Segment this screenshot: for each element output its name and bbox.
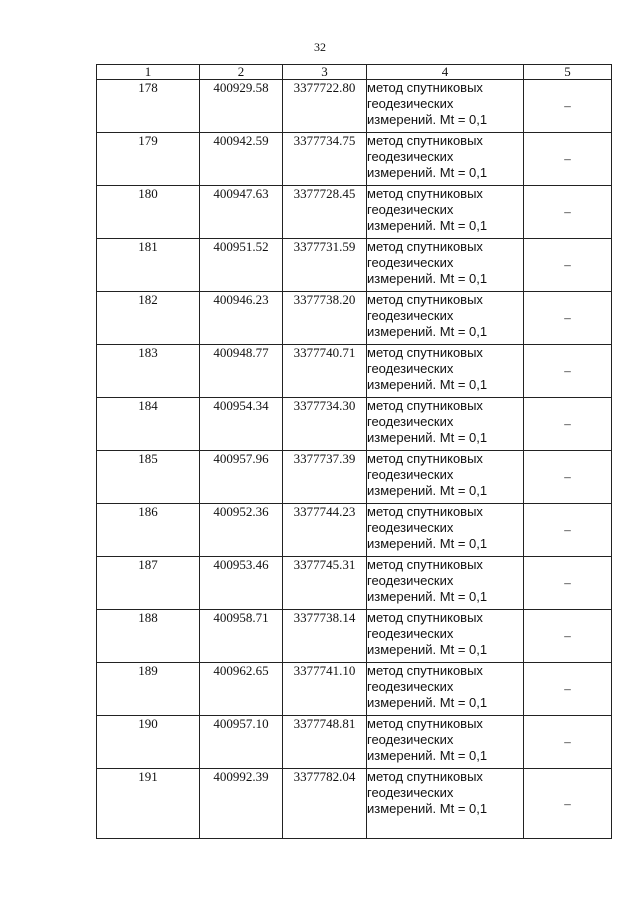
y-coordinate-cell: 3377738.20 — [283, 292, 367, 345]
method-text-line: метод спутниковых — [367, 557, 483, 572]
note-cell: – — [524, 504, 612, 557]
method-text-line: геодезических — [367, 255, 454, 270]
note-cell: – — [524, 610, 612, 663]
method-cell — [367, 292, 524, 345]
x-coordinate-cell: 400946.23 — [200, 292, 283, 345]
note-cell: – — [524, 292, 612, 345]
method-text-line: геодезических — [367, 785, 454, 800]
method-cell — [367, 239, 524, 292]
method-text-line: геодезических — [367, 361, 454, 376]
point-number-cell: 191 — [97, 769, 200, 839]
point-number-cell: 190 — [97, 716, 200, 769]
method-text-line: метод спутниковых — [367, 663, 483, 678]
method-text-line: геодезических — [367, 573, 454, 588]
y-coordinate-cell: 3377782.04 — [283, 769, 367, 839]
point-number-cell: 185 — [97, 451, 200, 504]
method-cell — [367, 186, 524, 239]
method-text-line: геодезических — [367, 467, 454, 482]
method-text-line: метод спутниковых — [367, 186, 483, 201]
method-text-line: метод спутниковых — [367, 769, 483, 784]
note-cell: – — [524, 451, 612, 504]
point-number-cell: 189 — [97, 663, 200, 716]
method-text-line: геодезических — [367, 626, 454, 641]
method-text-line: геодезических — [367, 96, 454, 111]
table-row — [97, 557, 612, 610]
point-number-cell: 184 — [97, 398, 200, 451]
table-row — [97, 239, 612, 292]
method-text-line: метод спутниковых — [367, 451, 483, 466]
x-coordinate-cell: 400953.46 — [200, 557, 283, 610]
method-text-line: геодезических — [367, 414, 454, 429]
note-cell: – — [524, 133, 612, 186]
method-text-line: измерений. Mt = 0,1 — [367, 165, 488, 180]
y-coordinate-cell: 3377738.14 — [283, 610, 367, 663]
coordinates-table — [96, 64, 612, 839]
y-coordinate-cell: 3377734.30 — [283, 398, 367, 451]
method-text-line: измерений. Mt = 0,1 — [367, 218, 488, 233]
method-text-line: метод спутниковых — [367, 80, 483, 95]
page-number: 32 — [314, 40, 326, 54]
note-cell: – — [524, 239, 612, 292]
column-header: 2 — [200, 65, 283, 80]
note-cell: – — [524, 663, 612, 716]
method-text-line: геодезических — [367, 679, 454, 694]
column-header: 5 — [524, 65, 612, 80]
method-cell — [367, 663, 524, 716]
table-row — [97, 398, 612, 451]
point-number-cell: 182 — [97, 292, 200, 345]
x-coordinate-cell: 400929.58 — [200, 80, 283, 133]
method-cell — [367, 451, 524, 504]
table-row — [97, 769, 612, 839]
point-number-cell: 183 — [97, 345, 200, 398]
method-cell — [367, 557, 524, 610]
method-text-line: геодезических — [367, 520, 454, 535]
y-coordinate-cell: 3377745.31 — [283, 557, 367, 610]
method-text-line: измерений. Mt = 0,1 — [367, 271, 488, 286]
method-text-line: измерений. Mt = 0,1 — [367, 589, 488, 604]
method-text-line: измерений. Mt = 0,1 — [367, 536, 488, 551]
method-text-line: геодезических — [367, 732, 454, 747]
table-row — [97, 292, 612, 345]
method-text-line: измерений. Mt = 0,1 — [367, 748, 488, 763]
table-row — [97, 716, 612, 769]
point-number-cell: 179 — [97, 133, 200, 186]
method-cell — [367, 716, 524, 769]
table-row — [97, 451, 612, 504]
method-text-line: метод спутниковых — [367, 345, 483, 360]
table-header-row — [97, 65, 612, 80]
point-number-cell: 188 — [97, 610, 200, 663]
x-coordinate-cell: 400947.63 — [200, 186, 283, 239]
point-number-cell: 178 — [97, 80, 200, 133]
method-text-line: геодезических — [367, 308, 454, 323]
method-text-line: метод спутниковых — [367, 133, 483, 148]
method-text-line: измерений. Mt = 0,1 — [367, 112, 488, 127]
y-coordinate-cell: 3377722.80 — [283, 80, 367, 133]
y-coordinate-cell: 3377748.81 — [283, 716, 367, 769]
x-coordinate-cell: 400942.59 — [200, 133, 283, 186]
column-header: 1 — [97, 65, 200, 80]
method-text-line: измерений. Mt = 0,1 — [367, 483, 488, 498]
method-text-line: измерений. Mt = 0,1 — [367, 642, 488, 657]
note-cell: – — [524, 345, 612, 398]
method-cell — [367, 398, 524, 451]
y-coordinate-cell: 3377741.10 — [283, 663, 367, 716]
note-cell: – — [524, 716, 612, 769]
y-coordinate-cell: 3377731.59 — [283, 239, 367, 292]
method-cell — [367, 345, 524, 398]
method-text-line: метод спутниковых — [367, 398, 483, 413]
method-text-line: метод спутниковых — [367, 716, 483, 731]
y-coordinate-cell: 3377737.39 — [283, 451, 367, 504]
y-coordinate-cell: 3377740.71 — [283, 345, 367, 398]
x-coordinate-cell: 400957.10 — [200, 716, 283, 769]
table-row — [97, 80, 612, 133]
method-text-line: метод спутниковых — [367, 610, 483, 625]
x-coordinate-cell: 400957.96 — [200, 451, 283, 504]
table-body — [97, 80, 612, 839]
method-text-line: измерений. Mt = 0,1 — [367, 324, 488, 339]
method-cell — [367, 133, 524, 186]
column-header: 3 — [283, 65, 367, 80]
point-number-cell: 181 — [97, 239, 200, 292]
x-coordinate-cell: 400948.77 — [200, 345, 283, 398]
y-coordinate-cell: 3377728.45 — [283, 186, 367, 239]
table-row — [97, 610, 612, 663]
method-cell — [367, 504, 524, 557]
method-text-line: геодезических — [367, 149, 454, 164]
note-cell: – — [524, 769, 612, 839]
table-row — [97, 186, 612, 239]
y-coordinate-cell: 3377734.75 — [283, 133, 367, 186]
point-number-cell: 187 — [97, 557, 200, 610]
method-text-line: метод спутниковых — [367, 292, 483, 307]
method-text-line: измерений. Mt = 0,1 — [367, 430, 488, 445]
x-coordinate-cell: 400952.36 — [200, 504, 283, 557]
table-row — [97, 345, 612, 398]
method-text-line: метод спутниковых — [367, 239, 483, 254]
method-text-line: метод спутниковых — [367, 504, 483, 519]
point-number-cell: 186 — [97, 504, 200, 557]
x-coordinate-cell: 400954.34 — [200, 398, 283, 451]
method-cell — [367, 769, 524, 839]
method-text-line: измерений. Mt = 0,1 — [367, 377, 488, 392]
note-cell: – — [524, 398, 612, 451]
method-text-line: измерений. Mt = 0,1 — [367, 695, 488, 710]
method-text-line: геодезических — [367, 202, 454, 217]
x-coordinate-cell: 400958.71 — [200, 610, 283, 663]
x-coordinate-cell: 400962.65 — [200, 663, 283, 716]
column-header: 4 — [367, 65, 524, 80]
table-row — [97, 504, 612, 557]
note-cell: – — [524, 186, 612, 239]
x-coordinate-cell: 400951.52 — [200, 239, 283, 292]
method-cell — [367, 80, 524, 133]
x-coordinate-cell: 400992.39 — [200, 769, 283, 839]
table-row — [97, 663, 612, 716]
method-text-line: измерений. Mt = 0,1 — [367, 801, 488, 816]
table-row — [97, 133, 612, 186]
method-cell — [367, 610, 524, 663]
note-cell: – — [524, 80, 612, 133]
y-coordinate-cell: 3377744.23 — [283, 504, 367, 557]
note-cell: – — [524, 557, 612, 610]
point-number-cell: 180 — [97, 186, 200, 239]
